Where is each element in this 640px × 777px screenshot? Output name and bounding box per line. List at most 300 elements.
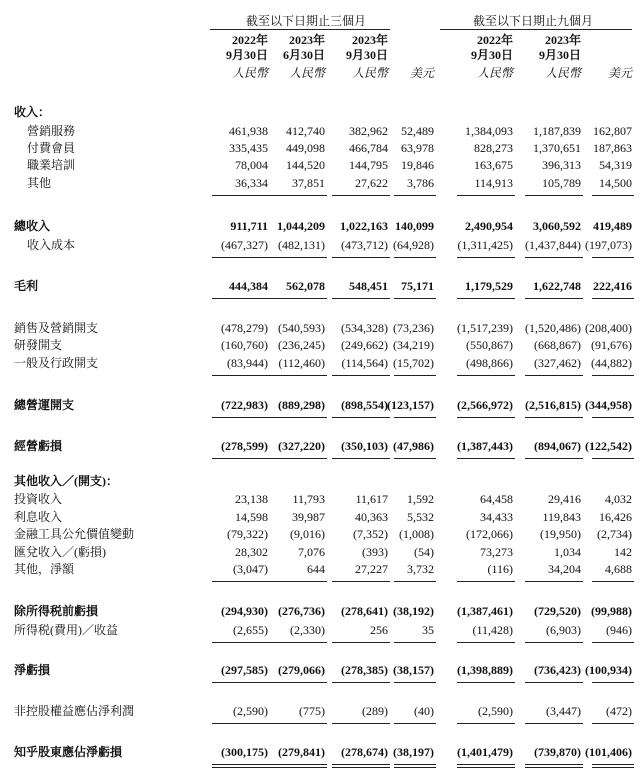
row-label: 非控股權益應佔淨利潤 <box>14 704 135 718</box>
value-cell: 1,370,651 <box>533 141 581 155</box>
value-cell: (2,566,972) <box>457 398 513 412</box>
column-rule <box>269 257 327 258</box>
value-cell: 4,032 <box>605 492 632 506</box>
row-label: 職業培訓 <box>27 158 76 172</box>
column-rule <box>457 257 515 258</box>
value-cell: (73,236) <box>393 321 434 335</box>
column-rule <box>332 298 390 299</box>
value-cell: (1,311,425) <box>457 238 513 252</box>
column-date: 6月30日 <box>282 48 325 62</box>
value-cell: 2,490,954 <box>465 219 513 233</box>
value-cell: (327,462) <box>534 356 581 370</box>
value-cell: 644 <box>307 562 325 576</box>
value-cell: 140,099 <box>395 219 434 233</box>
value-cell: 144,795 <box>349 158 388 172</box>
column-rule <box>212 417 270 418</box>
column-rule <box>332 764 390 765</box>
value-cell: 444,384 <box>229 279 268 293</box>
value-cell: 911,711 <box>230 219 268 233</box>
value-cell: (1,008) <box>399 527 434 541</box>
row-label: 匯兌收入／(虧損) <box>14 545 106 559</box>
table-row <box>0 278 640 294</box>
row-label: 金融工具公允價值變動 <box>14 527 135 541</box>
row-label: 總收入 <box>14 219 51 233</box>
table-row <box>0 509 640 525</box>
value-cell: 34,433 <box>480 510 513 524</box>
column-rule <box>269 375 327 376</box>
column-rule <box>525 723 583 724</box>
value-cell: (393) <box>362 545 388 559</box>
value-cell: (534,328) <box>341 321 388 335</box>
column-rule <box>332 257 390 258</box>
column-rule <box>332 642 390 643</box>
column-rule <box>592 375 634 376</box>
column-rule <box>457 682 515 683</box>
value-cell: (6,903) <box>546 623 581 637</box>
value-cell: (114,564) <box>341 356 388 370</box>
column-rule <box>212 723 270 724</box>
value-cell: (38,197) <box>393 745 434 759</box>
table-row <box>0 544 640 560</box>
value-cell: 335,435 <box>229 141 268 155</box>
column-rule <box>592 195 634 196</box>
table-row <box>0 104 640 120</box>
value-cell: (38,157) <box>393 663 434 677</box>
value-cell: (7,352) <box>353 527 388 541</box>
value-cell: 36,334 <box>235 176 268 190</box>
column-rule <box>269 764 327 765</box>
value-cell: 466,784 <box>349 141 388 155</box>
column-rule <box>525 257 583 258</box>
column-rule <box>212 298 270 299</box>
value-cell: (208,400) <box>585 321 632 335</box>
value-cell: 1,384,093 <box>465 124 513 138</box>
row-label: 投資收入 <box>14 492 63 506</box>
value-cell: 114,913 <box>474 176 513 190</box>
value-cell: (2,516,815) <box>525 398 581 412</box>
row-label: 銷售及營銷開支 <box>14 321 99 335</box>
column-rule <box>592 723 634 724</box>
column-rule <box>394 764 436 765</box>
value-cell: 73,273 <box>480 545 513 559</box>
column-currency: 人民幣 <box>288 66 325 80</box>
value-cell: (1,520,486) <box>525 321 581 335</box>
value-cell: (1,387,461) <box>457 604 513 618</box>
value-cell: 162,807 <box>593 124 632 138</box>
column-rule <box>212 375 270 376</box>
table-row <box>0 218 640 234</box>
column-rule <box>394 195 436 196</box>
row-label: 其他收入／(開支)： <box>14 474 118 488</box>
value-cell: 14,500 <box>599 176 632 190</box>
value-cell: (739,870) <box>534 745 581 759</box>
value-cell: (47,986) <box>393 439 434 453</box>
value-cell: 7,076 <box>298 545 325 559</box>
column-rule <box>592 257 634 258</box>
column-rule <box>592 642 634 643</box>
value-cell: 222,416 <box>593 279 632 293</box>
column-rule <box>212 682 270 683</box>
column-currency: 人民幣 <box>544 66 581 80</box>
value-cell: 1,034 <box>554 545 581 559</box>
column-date: 9月30日 <box>538 48 581 62</box>
value-cell: 64,458 <box>480 492 513 506</box>
value-cell: (1,387,443) <box>457 439 513 453</box>
value-cell: (34,219) <box>393 338 434 352</box>
value-cell: 35 <box>422 623 434 637</box>
value-cell: (19,950) <box>540 527 581 541</box>
value-cell: 29,416 <box>548 492 581 506</box>
column-rule <box>394 257 436 258</box>
column-rule-double <box>457 767 515 768</box>
column-rule-double <box>212 767 270 768</box>
value-cell: 396,313 <box>542 158 581 172</box>
column-rule <box>457 375 515 376</box>
table-row <box>0 237 640 253</box>
column-rule <box>525 642 583 643</box>
value-cell: 382,962 <box>349 124 388 138</box>
value-cell: 27,227 <box>355 562 388 576</box>
value-cell: (276,736) <box>278 604 325 618</box>
column-rule <box>457 642 515 643</box>
value-cell: (550,867) <box>466 338 513 352</box>
column-rule <box>592 682 634 683</box>
table-row <box>0 397 640 413</box>
value-cell: 412,740 <box>286 124 325 138</box>
value-cell: 256 <box>370 623 388 637</box>
column-rule-double <box>525 767 583 768</box>
group-underline <box>440 29 632 30</box>
column-rule <box>269 458 327 459</box>
column-year: 2023年 <box>351 33 388 47</box>
column-rule <box>525 195 583 196</box>
value-cell: 23,138 <box>235 492 268 506</box>
column-rule <box>394 642 436 643</box>
value-cell: 562,078 <box>286 279 325 293</box>
period-group-header: 截至以下日期止九個月 <box>472 14 593 28</box>
value-cell: (249,662) <box>341 338 388 352</box>
column-year: 2022年 <box>476 33 513 47</box>
column-rule <box>525 298 583 299</box>
value-cell: 40,363 <box>355 510 388 524</box>
column-currency: 人民幣 <box>476 66 513 80</box>
column-rule <box>269 682 327 683</box>
value-cell: 461,938 <box>229 124 268 138</box>
value-cell: 828,273 <box>474 141 513 155</box>
value-cell: (1,401,479) <box>457 745 513 759</box>
value-cell: (112,460) <box>278 356 325 370</box>
value-cell: 34,204 <box>548 562 581 576</box>
column-rule <box>332 723 390 724</box>
value-cell: (1,517,239) <box>457 321 513 335</box>
column-rule-double <box>269 767 327 768</box>
column-rule <box>457 723 515 724</box>
column-rule <box>212 257 270 258</box>
column-rule <box>332 458 390 459</box>
value-cell: 4,688 <box>605 562 632 576</box>
value-cell: (278,674) <box>341 745 388 759</box>
value-cell: (889,298) <box>278 398 325 412</box>
row-label: 一般及行政開支 <box>14 356 99 370</box>
column-rule <box>332 417 390 418</box>
value-cell: (160,760) <box>221 338 268 352</box>
column-rule <box>394 298 436 299</box>
value-cell: (729,520) <box>534 604 581 618</box>
column-rule <box>269 581 327 582</box>
value-cell: 3,732 <box>407 562 434 576</box>
row-label: 總營運開支 <box>14 398 75 412</box>
value-cell: (297,585) <box>221 663 268 677</box>
row-label: 除所得税前虧損 <box>14 604 99 618</box>
value-cell: (946) <box>606 623 632 637</box>
column-rule <box>269 723 327 724</box>
column-rule <box>525 682 583 683</box>
value-cell: 63,978 <box>401 141 434 155</box>
column-rule <box>394 375 436 376</box>
value-cell: 105,789 <box>542 176 581 190</box>
column-date: 9月30日 <box>345 48 388 62</box>
column-date: 9月30日 <box>225 48 268 62</box>
value-cell: (278,641) <box>341 604 388 618</box>
column-rule <box>525 417 583 418</box>
row-label: 所得税(費用)／收益 <box>14 623 118 637</box>
column-rule <box>212 458 270 459</box>
value-cell: (350,103) <box>341 439 388 453</box>
column-rule <box>592 458 634 459</box>
group-underline <box>210 29 390 30</box>
row-label: 經營虧損 <box>14 439 63 453</box>
value-cell: (467,327) <box>221 238 268 252</box>
column-rule <box>525 458 583 459</box>
period-group-header: 截至以下日期止三個月 <box>245 14 366 28</box>
value-cell: 144,520 <box>286 158 325 172</box>
column-currency: 美元 <box>607 66 632 80</box>
column-rule <box>332 682 390 683</box>
column-rule <box>457 764 515 765</box>
value-cell: 78,004 <box>235 158 268 172</box>
column-rule <box>394 682 436 683</box>
value-cell: 142 <box>614 545 632 559</box>
column-rule <box>525 764 583 765</box>
column-rule <box>525 375 583 376</box>
value-cell: (197,073) <box>585 238 632 252</box>
value-cell: (736,423) <box>534 663 581 677</box>
column-rule <box>394 458 436 459</box>
value-cell: 5,532 <box>407 510 434 524</box>
value-cell: 28,302 <box>235 545 268 559</box>
value-cell: 19,846 <box>401 158 434 172</box>
value-cell: 548,451 <box>349 279 388 293</box>
column-currency: 美元 <box>409 66 434 80</box>
column-year: 2023年 <box>544 33 581 47</box>
table-row <box>0 320 640 336</box>
value-cell: (3,447) <box>546 704 581 718</box>
row-label: 研發開支 <box>14 338 63 352</box>
row-label: 利息收入 <box>14 510 63 524</box>
row-label: 知乎股東應佔淨虧損 <box>14 745 123 759</box>
value-cell: (1,437,844) <box>525 238 581 252</box>
value-cell: (2,655) <box>233 623 268 637</box>
column-rule <box>457 298 515 299</box>
column-currency: 人民幣 <box>231 66 268 80</box>
value-cell: (123,157) <box>387 398 434 412</box>
value-cell: 16,426 <box>599 510 632 524</box>
value-cell: (40) <box>414 704 434 718</box>
value-cell: 27,622 <box>355 176 388 190</box>
table-row <box>0 662 640 678</box>
value-cell: 1,622,748 <box>533 279 581 293</box>
column-year: 2023年 <box>288 33 325 47</box>
table-row <box>0 438 640 454</box>
column-rule-double <box>394 767 436 768</box>
value-cell: 1,022,163 <box>340 219 388 233</box>
row-label: 收入： <box>14 105 51 119</box>
column-rule <box>212 764 270 765</box>
row-label: 毛利 <box>14 279 39 293</box>
column-rule <box>332 195 390 196</box>
table-row <box>0 355 640 371</box>
table-row <box>0 337 640 353</box>
column-rule <box>592 764 634 765</box>
value-cell: (101,406) <box>585 745 632 759</box>
value-cell: (540,593) <box>278 321 325 335</box>
value-cell: 187,863 <box>593 141 632 155</box>
table-row <box>0 140 640 156</box>
value-cell: (64,928) <box>393 238 434 252</box>
value-cell: (473,712) <box>341 238 388 252</box>
value-cell: 14,598 <box>235 510 268 524</box>
value-cell: 3,060,592 <box>533 219 581 233</box>
value-cell: (122,542) <box>585 439 632 453</box>
value-cell: (91,676) <box>591 338 632 352</box>
column-rule <box>457 195 515 196</box>
column-rule <box>457 417 515 418</box>
column-currency: 人民幣 <box>351 66 388 80</box>
value-cell: (15,702) <box>393 356 434 370</box>
table-row <box>0 473 640 489</box>
table-row <box>0 491 640 507</box>
value-cell: 75,171 <box>401 279 434 293</box>
value-cell: (775) <box>299 704 325 718</box>
column-rule <box>212 581 270 582</box>
value-cell: (289) <box>362 704 388 718</box>
column-rule <box>269 298 327 299</box>
column-rule <box>394 723 436 724</box>
value-cell: 1,187,839 <box>533 124 581 138</box>
column-rule <box>332 581 390 582</box>
value-cell: 11,793 <box>292 492 325 506</box>
column-year: 2022年 <box>231 33 268 47</box>
value-cell: 37,851 <box>292 176 325 190</box>
value-cell: (668,867) <box>534 338 581 352</box>
column-rule-double <box>332 767 390 768</box>
value-cell: (38,192) <box>393 604 434 618</box>
value-cell: (278,599) <box>221 439 268 453</box>
column-rule <box>592 298 634 299</box>
column-rule <box>457 581 515 582</box>
value-cell: (2,590) <box>233 704 268 718</box>
value-cell: 3,786 <box>407 176 434 190</box>
value-cell: (1,398,889) <box>457 663 513 677</box>
row-label: 其他，淨額 <box>14 562 75 576</box>
value-cell: 419,489 <box>593 219 632 233</box>
value-cell: (482,131) <box>278 238 325 252</box>
value-cell: (3,047) <box>233 562 268 576</box>
value-cell: (894,067) <box>534 439 581 453</box>
value-cell: (172,066) <box>466 527 513 541</box>
column-rule <box>592 417 634 418</box>
column-rule <box>457 458 515 459</box>
column-rule <box>269 195 327 196</box>
table-row <box>0 703 640 719</box>
row-label: 淨虧損 <box>14 663 51 677</box>
table-row <box>0 157 640 173</box>
value-cell: (44,882) <box>591 356 632 370</box>
value-cell: (294,930) <box>221 604 268 618</box>
value-cell: 119,843 <box>542 510 581 524</box>
value-cell: (344,958) <box>585 398 632 412</box>
table-row <box>0 622 640 638</box>
value-cell: (472) <box>606 704 632 718</box>
value-cell: (11,428) <box>472 623 513 637</box>
table-row <box>0 526 640 542</box>
value-cell: (116) <box>487 562 513 576</box>
column-rule <box>394 581 436 582</box>
column-rule <box>592 581 634 582</box>
table-row <box>0 175 640 191</box>
column-rule <box>525 581 583 582</box>
value-cell: (9,016) <box>290 527 325 541</box>
column-rule <box>332 375 390 376</box>
value-cell: (278,385) <box>341 663 388 677</box>
value-cell: (300,175) <box>221 745 268 759</box>
table-row <box>0 744 640 760</box>
column-rule <box>269 417 327 418</box>
value-cell: (722,983) <box>221 398 268 412</box>
value-cell: (236,245) <box>278 338 325 352</box>
value-cell: (279,066) <box>278 663 325 677</box>
value-cell: 1,044,209 <box>277 219 325 233</box>
column-rule <box>269 642 327 643</box>
value-cell: (279,841) <box>278 745 325 759</box>
column-date: 9月30日 <box>470 48 513 62</box>
value-cell: (2,330) <box>290 623 325 637</box>
value-cell: (99,988) <box>591 604 632 618</box>
value-cell: 1,179,529 <box>465 279 513 293</box>
value-cell: 449,098 <box>286 141 325 155</box>
value-cell: (83,944) <box>227 356 268 370</box>
column-rule-double <box>592 767 634 768</box>
value-cell: 163,675 <box>474 158 513 172</box>
row-label: 營銷服務 <box>27 124 76 138</box>
table-row <box>0 603 640 619</box>
value-cell: (54) <box>414 545 434 559</box>
value-cell: (100,934) <box>585 663 632 677</box>
column-rule <box>394 417 436 418</box>
value-cell: 11,617 <box>355 492 388 506</box>
value-cell: 54,319 <box>599 158 632 172</box>
value-cell: (2,590) <box>478 704 513 718</box>
row-label: 付費會員 <box>27 141 76 155</box>
column-rule <box>212 195 270 196</box>
table-row <box>0 123 640 139</box>
row-label: 收入成本 <box>27 238 76 252</box>
value-cell: 39,987 <box>292 510 325 524</box>
value-cell: 1,592 <box>407 492 434 506</box>
value-cell: (478,279) <box>221 321 268 335</box>
table-row <box>0 561 640 577</box>
value-cell: 52,489 <box>401 124 434 138</box>
